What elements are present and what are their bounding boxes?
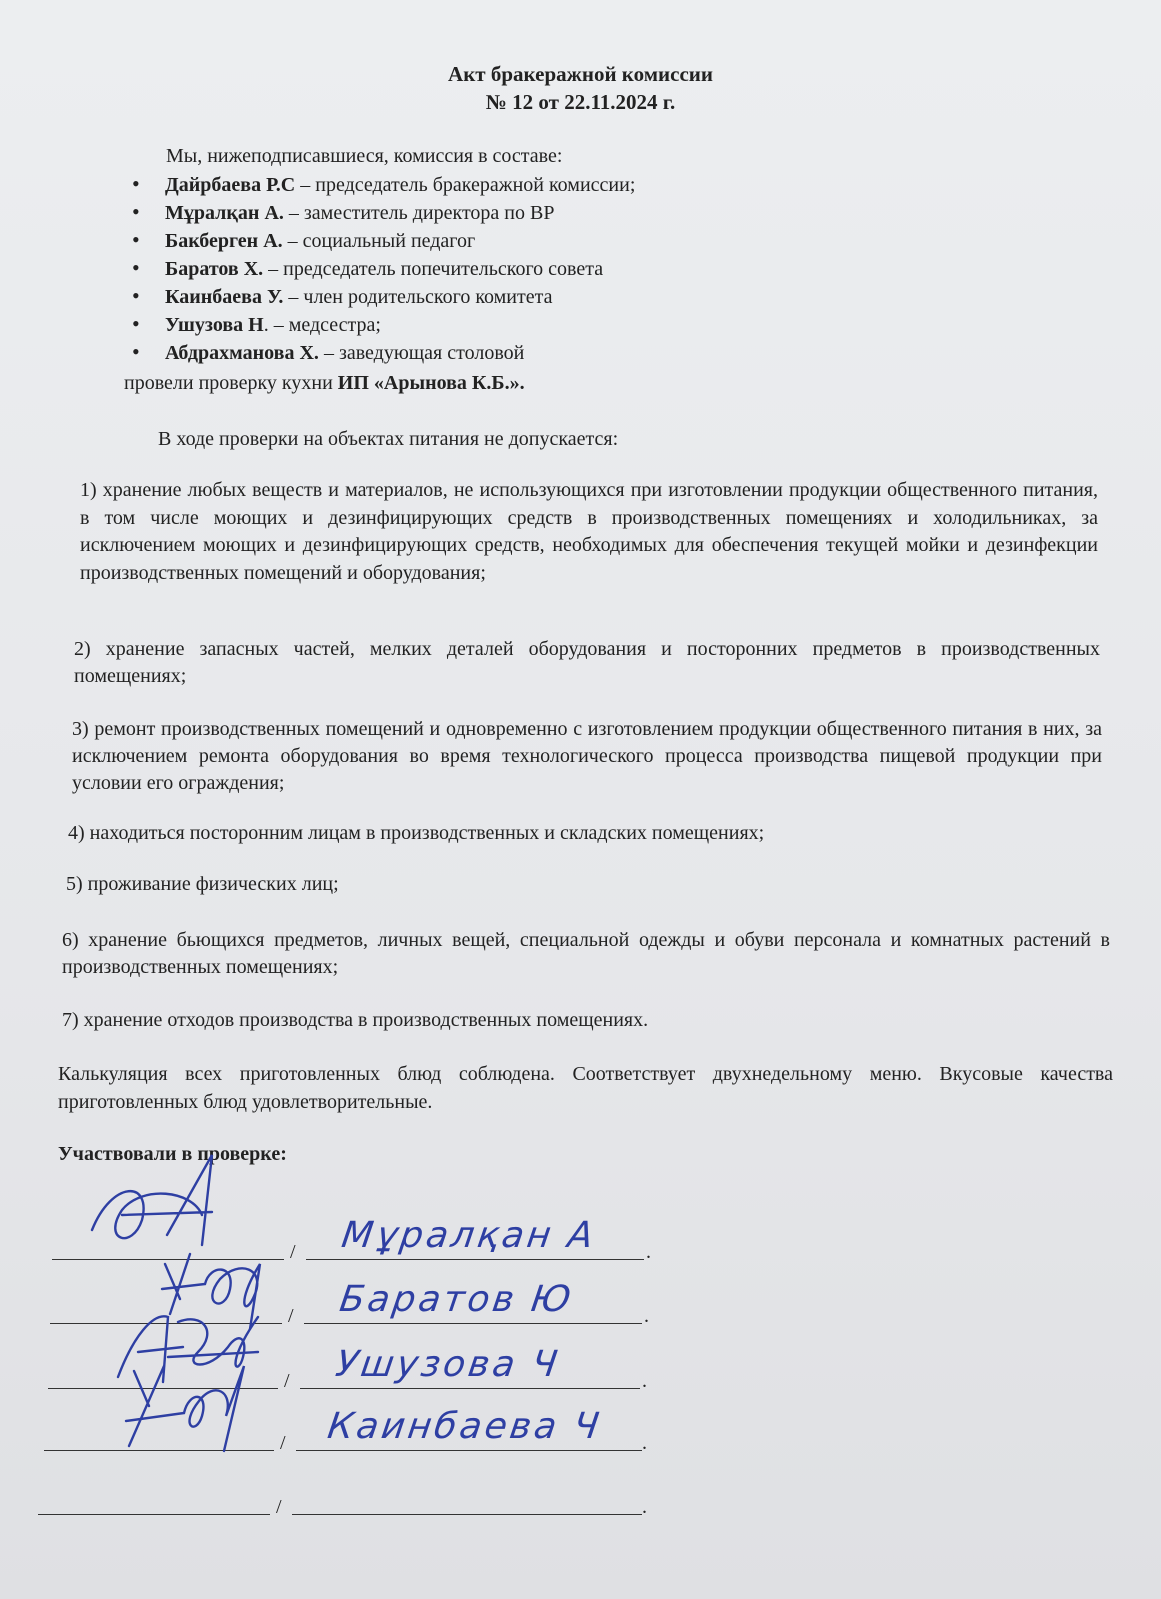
member-name: Баратов Х. (165, 258, 264, 280)
signature-separator: / (290, 1241, 296, 1263)
member-role: – председатель попечительского совета (263, 258, 604, 280)
inspection-statement (124, 372, 525, 395)
signature-separator: / (284, 1370, 290, 1392)
document-number: № 12 от 22.11.2024 г. (485, 90, 676, 114)
intro-text: Мы, нижеподписавшиеся, комиссия в составе: (166, 145, 563, 167)
handwritten-name: Мұралқан А (339, 1215, 599, 1256)
signature-row (52, 1210, 662, 1263)
member-item (130, 255, 635, 283)
restriction-item-7: 7) хранение отходов производства в производственных помещениях. (62, 1009, 649, 1031)
name-line (300, 1388, 640, 1389)
member-role: – председатель бракеражной комиссии; (295, 174, 636, 196)
document-title: Акт бракеражной комиссии (448, 62, 713, 86)
inspection-prefix: провели проверку кухни (124, 372, 338, 394)
signature-separator: / (288, 1305, 294, 1327)
signature-separator: / (280, 1432, 286, 1454)
line-end-dot: . (646, 1241, 651, 1263)
member-role: – член родительского комитета (283, 286, 553, 308)
commission-members-list (130, 171, 635, 367)
restriction-item-3: 3) ремонт производственных помещений и одновременно с изготовлением продукции общественного питания в них, за исключением ремонта оборудования во время технологического процесса производства пищевой продукции при условии его ограждения; (72, 718, 1102, 794)
member-item (130, 227, 635, 255)
name-line (292, 1514, 642, 1515)
member-item (130, 339, 635, 367)
member-item (130, 283, 635, 311)
inspected-organization: ИП «Арынова К.Б.». (337, 372, 525, 394)
signature-row (38, 1465, 658, 1518)
member-name: Мұралқан А. (165, 202, 284, 224)
participants-heading: Участвовали в проверке: (58, 1143, 287, 1165)
member-role: – заместитель директора по ВР (283, 202, 555, 224)
member-role: – социальный педагог (282, 230, 476, 252)
member-item (130, 199, 635, 227)
line-end-dot: . (642, 1432, 647, 1454)
member-name: Каинбаева У. (165, 286, 284, 308)
handwritten-name: Каинбаева Ч (325, 1406, 605, 1447)
member-role: – заведующая столовой (318, 342, 525, 364)
restrictions-lead: В ходе проверки на объектах питания не допускается: (158, 428, 619, 450)
signature-line (38, 1514, 270, 1515)
member-name: Ушузова Н (165, 314, 264, 336)
signature-row (44, 1401, 654, 1454)
line-end-dot: . (644, 1305, 649, 1327)
member-item (130, 171, 635, 199)
restriction-item-1: 1) хранение любых веществ и материалов, не использующихся при изготовлении продукции общественного питания, в том числе моющих и дезинфицирующих средств в производственных помещениях и холодильниках, за исключением моющих и дезинфицирующих средств, необходимых для обеспечения текущей мойки и дезинфекции производственных помещений и оборудования; (80, 479, 1098, 584)
name-line (306, 1259, 644, 1260)
restriction-item-2: 2) хранение запасных частей, мелких деталей оборудования и посторонних предметов в производственных помещениях; (74, 638, 1100, 687)
handwritten-name: Баратов Ю (337, 1279, 577, 1320)
calculation-conclusion: Калькуляция всех приготовленных блюд соблюдена. Соответствует двухнедельному меню. Вкусовые качества приготовленных блюд удовлетворительные. (58, 1063, 1113, 1113)
member-item (130, 311, 635, 339)
member-name: Абдрахманова Х. (165, 342, 319, 364)
signature-separator: / (276, 1496, 282, 1518)
signature-mark (114, 1361, 254, 1456)
restriction-item-6: 6) хранение бьющихся предметов, личных вещей, специальной одежды и обуви персонала и комнатных растений в производственных помещениях; (62, 929, 1110, 978)
member-name: Дайрбаева Р.С (165, 174, 296, 196)
line-end-dot: . (642, 1370, 647, 1392)
handwritten-name: Ушузова Ч (333, 1344, 563, 1385)
name-line (296, 1450, 642, 1451)
member-name: Бакберген А. (165, 230, 283, 252)
member-role: . – медсестра; (263, 314, 381, 336)
restriction-item-4: 4) находиться посторонним лицам в производственных и складских помещениях; (68, 822, 765, 844)
line-end-dot: . (642, 1496, 647, 1518)
name-line (304, 1323, 642, 1324)
restriction-item-5: 5) проживание физических лиц; (66, 873, 339, 895)
